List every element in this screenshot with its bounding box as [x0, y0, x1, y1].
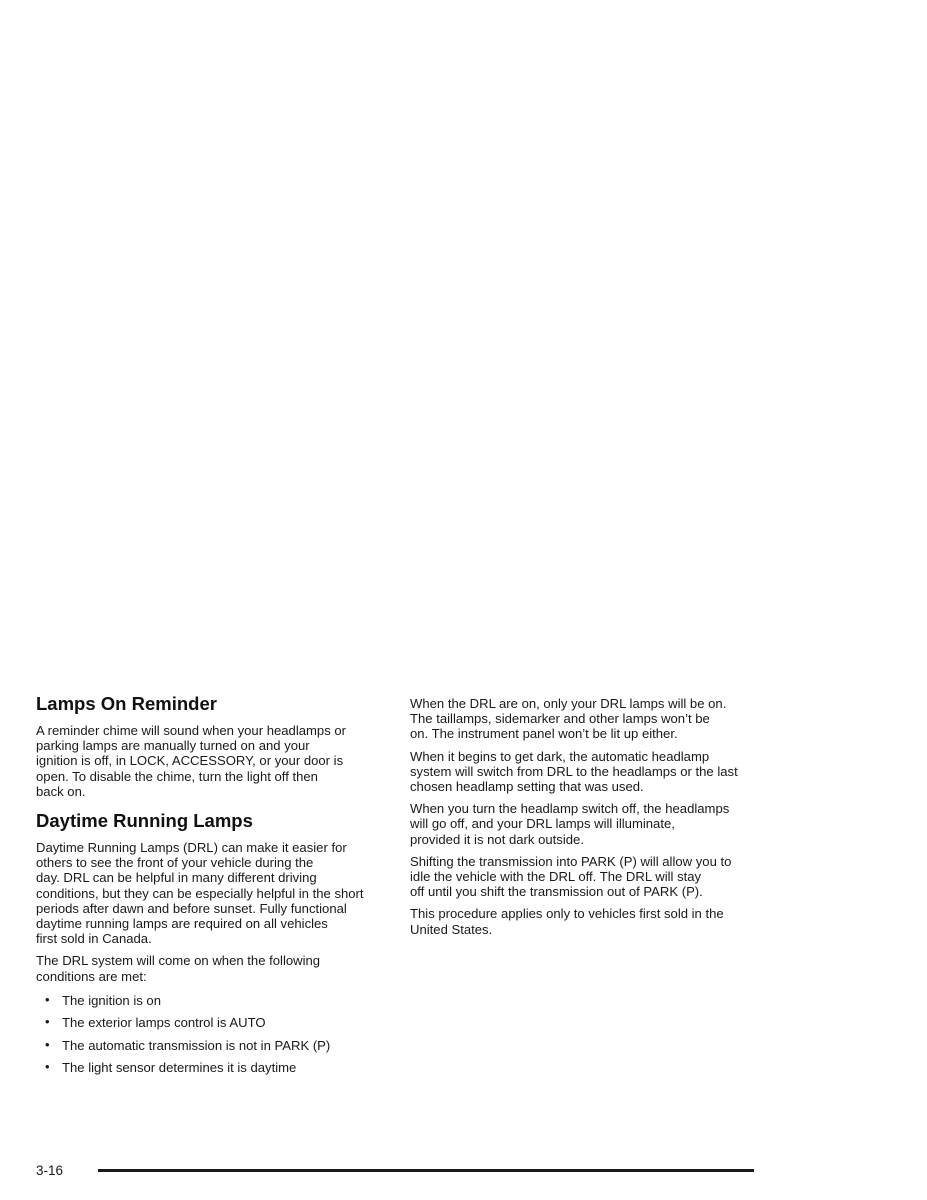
- list-item-text: The automatic transmission is not in PARK (P): [62, 1037, 331, 1053]
- right-column: [410, 696, 762, 937]
- list-item: [36, 1015, 386, 1030]
- list-item-text: The light sensor determines it is daytime: [62, 1060, 297, 1076]
- page-number: 3-16: [36, 1163, 64, 1178]
- left-column: [36, 693, 386, 1083]
- list-item: [36, 1060, 386, 1075]
- lamps-on-reminder-heading: Lamps On Reminder: [36, 693, 217, 714]
- park-shift-paragraph: Shifting the transmission into PARK (P) will allow you to idle the vehicle with the DRL off. The DRL will stay off until you shift the transmission out of PARK (P).: [410, 853, 732, 900]
- lamps-on-reminder-body: A reminder chime will sound when your headlamps or parking lamps are manually turned on and your ignition is off, in LOCK, ACCESSORY, or your door is open. To disable the chime, turn the light off then back on.: [36, 723, 347, 799]
- drl-intro-paragraph: Daytime Running Lamps (DRL) can make it easier for others to see the front of your vehicle during the day. DRL can be helpful in many different driving conditions, but they can be especially helpful in the short periods after dawn and before sunset. Fully functional daytime running lamps are required on all vehicles first sold in Canada.: [36, 840, 364, 947]
- daytime-running-lamps-heading: Daytime Running Lamps: [36, 810, 253, 832]
- bullet-icon: •: [45, 991, 50, 1007]
- drl-conditions-paragraph: The DRL system will come on when the following conditions are met:: [36, 953, 321, 984]
- united-states-paragraph: This procedure applies only to vehicles first sold in the United States.: [410, 906, 724, 937]
- drl-on-paragraph: When the DRL are on, only your DRL lamps will be on. The taillamps, sidemarker and other lamps won’t be on. The instrument panel won’t be lit up either.: [410, 696, 727, 742]
- list-item-text: The ignition is on: [62, 992, 161, 1008]
- bullet-icon: •: [45, 1014, 50, 1030]
- list-item-text: The exterior lamps control is AUTO: [62, 1015, 266, 1031]
- footer-rule: [98, 1169, 754, 1172]
- bullet-icon: •: [45, 1036, 50, 1052]
- list-item: [36, 1038, 386, 1053]
- getting-dark-paragraph: When it begins to get dark, the automatic headlamp system will switch from DRL to the headlamps or the last chosen headlamp setting that was used.: [410, 748, 738, 795]
- headlamp-switch-paragraph: When you turn the headlamp switch off, the headlamps will go off, and your DRL lamps will illuminate, provided it is not dark outside.: [410, 801, 730, 847]
- list-item: [36, 993, 386, 1008]
- bullet-icon: •: [45, 1059, 50, 1075]
- drl-conditions-list: [36, 993, 386, 1076]
